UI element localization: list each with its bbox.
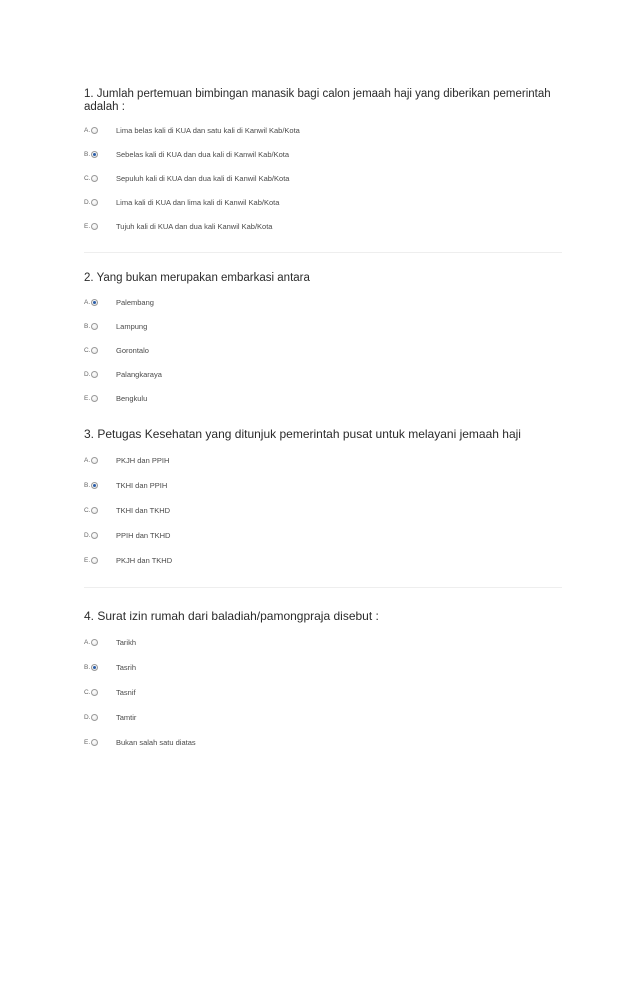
option-letter: A. [84, 639, 91, 646]
question-title: 4. Surat izin rumah dari baladiah/pamongpraja disebut : [84, 609, 379, 623]
option-b[interactable] [0, 321, 600, 335]
option-label: PPIH dan TKHD [116, 531, 171, 540]
option-label: TKHI dan PPIH [116, 481, 168, 490]
option-label: PKJH dan PPIH [116, 456, 170, 465]
option-letter: D. [84, 199, 91, 206]
option-letter: B. [84, 323, 91, 330]
option-letter: E. [84, 223, 91, 230]
radio-button[interactable] [91, 457, 98, 464]
radio-button[interactable] [91, 532, 98, 539]
option-letter: B. [84, 664, 91, 671]
option-label: Tamtir [116, 713, 137, 722]
option-label: Bukan salah satu diatas [116, 738, 196, 747]
option-letter: C. [84, 689, 91, 696]
radio-button[interactable] [91, 689, 98, 696]
option-letter: B. [84, 151, 91, 158]
radio-button[interactable] [91, 557, 98, 564]
question-title: 1. Jumlah pertemuan bimbingan manasik bagi calon jemaah haji yang diberikan pemerintah adalah : [84, 88, 551, 113]
radio-button[interactable] [91, 739, 98, 746]
option-e[interactable] [0, 555, 600, 569]
radio-button[interactable] [91, 199, 98, 206]
radio-button[interactable] [91, 323, 98, 330]
radio-button[interactable] [91, 395, 98, 402]
radio-button[interactable] [91, 127, 98, 134]
option-label: Lampung [116, 322, 148, 331]
option-e[interactable] [0, 221, 600, 235]
option-letter: E. [84, 557, 91, 564]
option-d[interactable] [0, 197, 600, 211]
radio-button[interactable] [91, 714, 98, 721]
option-label: TKHI dan TKHD [116, 506, 171, 515]
option-b[interactable] [0, 662, 600, 676]
option-b[interactable] [0, 480, 600, 494]
option-d[interactable] [0, 369, 600, 383]
radio-button[interactable] [91, 639, 98, 646]
option-letter: D. [84, 371, 91, 378]
radio-button[interactable] [91, 299, 98, 306]
option-label: Sepuluh kali di KUA dan dua kali di Kanwil Kab/Kota [116, 174, 290, 183]
option-label: Tasnif [116, 688, 136, 697]
option-c[interactable] [0, 505, 600, 519]
option-a[interactable] [0, 125, 600, 139]
option-a[interactable] [0, 637, 600, 651]
option-letter: B. [84, 482, 91, 489]
divider [84, 252, 562, 253]
option-letter: D. [84, 532, 91, 539]
option-label: Lima kali di KUA dan lima kali di Kanwil Kab/Kota [116, 198, 280, 207]
option-letter: C. [84, 347, 91, 354]
radio-button[interactable] [91, 482, 98, 489]
option-c[interactable] [0, 173, 600, 187]
option-letter: E. [84, 395, 91, 402]
question-title: 3. Petugas Kesehatan yang ditunjuk pemerintah pusat untuk melayani jemaah haji [84, 427, 521, 441]
option-d[interactable] [0, 712, 600, 726]
option-label: Palangkaraya [116, 370, 162, 379]
option-letter: D. [84, 714, 91, 721]
option-c[interactable] [0, 345, 600, 359]
radio-button[interactable] [91, 507, 98, 514]
option-label: Sebelas kali di KUA dan dua kali di Kanwil Kab/Kota [116, 150, 290, 159]
option-a[interactable] [0, 297, 600, 311]
option-letter: A. [84, 299, 91, 306]
option-label: Tarikh [116, 638, 137, 647]
option-label: Lima belas kali di KUA dan satu kali di Kanwil Kab/Kota [116, 126, 300, 135]
radio-button[interactable] [91, 371, 98, 378]
option-letter: A. [84, 127, 91, 134]
option-label: Bengkulu [116, 394, 148, 403]
option-b[interactable] [0, 149, 600, 163]
option-letter: A. [84, 457, 91, 464]
radio-button[interactable] [91, 347, 98, 354]
radio-button[interactable] [91, 664, 98, 671]
question-title: 2. Yang bukan merupakan embarkasi antara [84, 272, 310, 284]
option-letter: E. [84, 739, 91, 746]
option-e[interactable] [0, 393, 600, 407]
option-label: PKJH dan TKHD [116, 556, 173, 565]
option-e[interactable] [0, 737, 600, 751]
radio-button[interactable] [91, 175, 98, 182]
option-label: Palembang [116, 298, 154, 307]
option-a[interactable] [0, 455, 600, 469]
option-d[interactable] [0, 530, 600, 544]
option-label: Gorontalo [116, 346, 149, 355]
radio-button[interactable] [91, 151, 98, 158]
option-label: Tujuh kali di KUA dan dua kali Kanwil Kab/Kota [116, 222, 273, 231]
divider [84, 587, 562, 588]
radio-button[interactable] [91, 223, 98, 230]
option-label: Tasrih [116, 663, 137, 672]
option-c[interactable] [0, 687, 600, 701]
option-letter: C. [84, 175, 91, 182]
option-letter: C. [84, 507, 91, 514]
